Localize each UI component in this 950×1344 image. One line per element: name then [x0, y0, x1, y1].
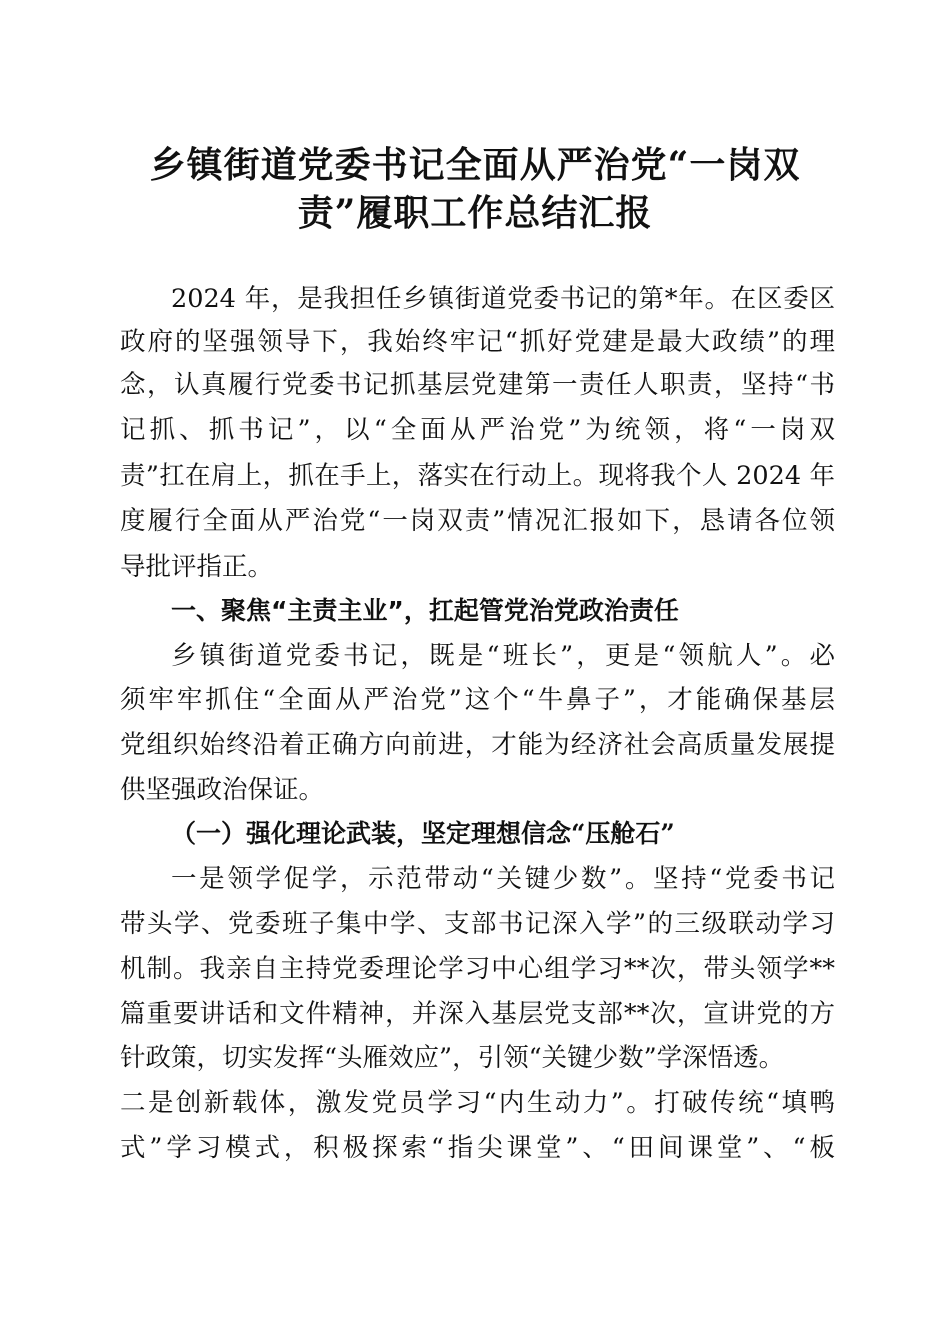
paragraph-line: 导批评指正。	[120, 552, 274, 582]
document-title-line-2: 责”履职工作总结汇报	[297, 192, 653, 234]
paragraph-line: 2024 年，是我担任乡镇街道党委书记的第*年。在区委区	[171, 284, 835, 314]
paragraph-line: 针政策，切实发挥“头雁效应”，引领“关键少数”学深悟透。	[120, 1043, 785, 1073]
paragraph-line: 政府的坚强领导下，我始终牢记“抓好党建是最大政绩”的理	[120, 327, 835, 357]
paragraph-line: 责”扛在肩上，抓在手上，落实在行动上。现将我个人 2024 年	[120, 461, 835, 491]
section-heading: 一、聚焦“主责主业”，扛起管党治党政治责任	[171, 596, 679, 625]
paragraph-line: 念，认真履行党委书记抓基层党建第一责任人职责，坚持“书	[120, 370, 835, 400]
document-title-line-1: 乡镇街道党委书记全面从严治党“一岗双	[149, 144, 801, 186]
paragraph-line: 记抓、抓书记”，以“全面从严治党”为统领，将“一岗双	[120, 415, 835, 445]
paragraph-line: 带头学、党委班子集中学、支部书记深入学”的三级联动学习	[120, 909, 835, 939]
paragraph-line: 篇重要讲话和文件精神，并深入基层党支部**次，宣讲党的方	[120, 999, 835, 1029]
paragraph-line: 机制。我亲自主持党委理论学习中心组学习**次，带头领学**	[120, 954, 835, 984]
paragraph-line: 二是创新载体，激发党员学习“内生动力”。打破传统“填鸭	[120, 1088, 835, 1118]
paragraph-line: 须牢牢抓住“全面从严治党”这个“牛鼻子”，才能确保基层	[120, 685, 835, 715]
paragraph-line: 一是领学促学，示范带动“关键少数”。坚持“党委书记	[171, 864, 835, 894]
paragraph-line: 式”学习模式，积极探索“指尖课堂”、“田间课堂”、“板	[120, 1133, 835, 1163]
paragraph-line: 党组织始终沿着正确方向前进，才能为经济社会高质量发展提	[120, 730, 835, 760]
subsection-heading: （一）强化理论武装，坚定理想信念“压舱石”	[171, 819, 675, 848]
paragraph-line: 供坚强政治保证。	[120, 775, 325, 805]
paragraph-line: 度履行全面从严治党“一岗双责”情况汇报如下，恳请各位领	[120, 506, 835, 536]
paragraph-line: 乡镇街道党委书记，既是“班长”，更是“领航人”。必	[171, 641, 835, 671]
